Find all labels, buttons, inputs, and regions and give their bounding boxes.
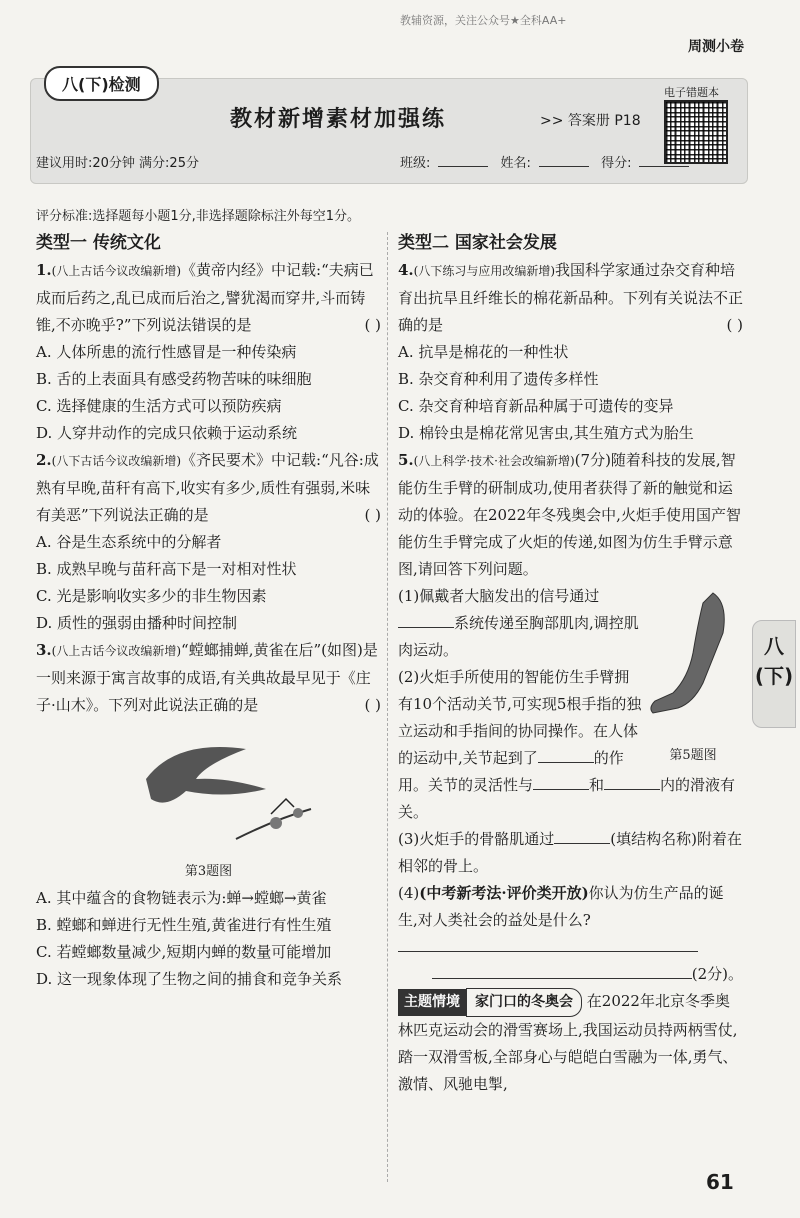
- option-a[interactable]: A. 其中蕴含的食物链表示为:蝉→螳螂→黄雀: [36, 889, 327, 907]
- grade-side-tab[interactable]: 八(下): [752, 620, 796, 728]
- question-2: [36, 447, 381, 529]
- option-c[interactable]: C. 杂交育种培育新品种属于可遗传的变异: [398, 397, 674, 415]
- option-c[interactable]: C. 光是影响收实多少的非生物因素: [36, 587, 267, 605]
- answer-bracket[interactable]: ( ): [726, 316, 743, 334]
- answer-lines: [398, 934, 743, 961]
- question-number: 4.: [398, 261, 414, 279]
- class-field[interactable]: [438, 166, 488, 167]
- section-title-2: 类型二 国家社会发展: [398, 233, 557, 253]
- option-c[interactable]: C. 选择健康的生活方式可以预防疾病: [36, 397, 282, 415]
- answer-bracket[interactable]: ( ): [364, 696, 381, 714]
- exam-method-tag: (中考新考法·评价类开放): [419, 884, 589, 902]
- student-info-row: [400, 152, 697, 171]
- qr-label: 电子错题本: [664, 86, 719, 99]
- option-d[interactable]: D. 质性的强弱由播种时间控制: [36, 614, 238, 632]
- subquestion-text: 系统传递至胸部肌肉,调控肌肉运动。: [398, 614, 639, 659]
- answer-blank[interactable]: [604, 789, 660, 790]
- question-text: 《黄帝内经》中记载:“夫病已成而后药之,乱已成而后治之,譬犹渴而穿井,斗而铸锥,不亦晚乎?”下列说法错误的是: [36, 261, 374, 334]
- grade-tag: 八(下)检测: [44, 66, 159, 101]
- column-divider: [387, 232, 388, 1182]
- answer-blank[interactable]: [533, 789, 589, 790]
- subquestion-text: (3)火炬手的骨骼肌通过: [398, 830, 555, 848]
- option-b[interactable]: B. 螳螂和蝉进行无性生殖,黄雀进行有性生殖: [36, 916, 332, 934]
- answer-blank[interactable]: [554, 843, 610, 844]
- page-title: 教材新增素材加强练: [230, 107, 447, 132]
- question-number: 1.: [36, 261, 52, 279]
- question-text: 随着科技的发展,智能仿生手臂的研制成功,使用者获得了新的触觉和运动的体验。在2022年冬残奥会中,火炬手使用国产智能仿生手臂完成了火炬的传递,如图为仿生手臂示意图,请回答下列问题。: [398, 451, 741, 578]
- option-a[interactable]: A. 人体所患的流行性感冒是一种传染病: [36, 343, 297, 361]
- bird-mantis-illustration: [36, 719, 381, 849]
- option-b[interactable]: B. 杂交育种利用了遗传多样性: [398, 370, 599, 388]
- score-label: 得分:: [601, 156, 632, 171]
- option-a[interactable]: A. 抗旱是棉花的一种性状: [398, 343, 569, 361]
- question-source: (八下古话今议改编新增): [51, 454, 182, 468]
- week-tag: 周测小卷: [688, 39, 744, 55]
- bird-icon: [146, 747, 266, 803]
- question-number: 5.: [398, 451, 414, 469]
- question-source: (八上科学·技术·社会改编新增): [413, 454, 575, 468]
- page-number: 61: [706, 1170, 734, 1194]
- subquestion-4: [398, 880, 743, 934]
- theme-text: 在2022年北京冬季奥林匹克运动会的滑雪赛场上,我国运动员持两柄雪仗,踏一双滑雪板,全部身心与皑皑白雪融为一体,勇气、激情、风驰电掣,: [398, 992, 738, 1093]
- answer-lines: [398, 961, 743, 988]
- option-b[interactable]: B. 成熟早晚与苗秆高下是一对相对性状: [36, 560, 297, 578]
- leaf-icon: [270, 817, 282, 829]
- answer-blank[interactable]: [432, 978, 692, 979]
- figure-caption-5: 第5题图: [669, 748, 717, 763]
- subquestion-text: 的作用。关节的灵活性与: [398, 749, 624, 794]
- question-text: 《齐民要术》中记载:“凡谷:成熟有早晚,苗秆有高下,收实有多少,质性有强弱,米味有美恶”下列说法正确的是: [36, 451, 379, 524]
- subquestion-text: (2)火炬手所使用的智能仿生手臂拥有10个活动关节,可实现5根手指的独立运动和手指间的协同操作。在人体的运动中,关节起到了: [398, 668, 642, 767]
- leaf-icon: [293, 808, 303, 818]
- right-column: [398, 230, 743, 1098]
- question-text: 我国科学家通过杂交育种培育出抗旱且纤维长的棉花新品种。下列有关说法不正确的是: [398, 261, 744, 334]
- subquestion-text: 内的滑液有关。: [398, 776, 736, 821]
- question-1: [36, 257, 381, 339]
- top-note: 教辅资源，关注公众号★全科AA+: [400, 14, 567, 27]
- answer-bracket[interactable]: ( ): [364, 506, 381, 524]
- question-number: 3.: [36, 641, 52, 659]
- question-points: (2分)。: [691, 965, 743, 983]
- subquestion-number: (4): [398, 884, 420, 902]
- name-label: 姓名:: [500, 156, 531, 171]
- section-title-1: 类型一 传统文化: [36, 233, 161, 253]
- mantis-icon: [271, 799, 294, 814]
- option-d[interactable]: D. 棉铃虫是棉花常见害虫,其生殖方式为胎生: [398, 424, 694, 442]
- question-4: [398, 257, 743, 339]
- score-field[interactable]: [639, 166, 689, 167]
- theme-tag: 主题情境: [398, 989, 466, 1016]
- question-source: (八上古话今议改编新增): [51, 644, 182, 658]
- class-label: 班级:: [400, 156, 431, 171]
- answer-blank[interactable]: [398, 951, 698, 952]
- answer-bracket[interactable]: ( ): [364, 316, 381, 334]
- question-points: (7分): [574, 451, 611, 469]
- figure-caption-3: 第3题图: [184, 864, 233, 879]
- option-d[interactable]: D. 这一现象体现了生物之间的捕食和竞争关系: [36, 970, 343, 988]
- question-source: (八上古话今议改编新增): [51, 264, 182, 278]
- answer-reference: >> 答案册 P18: [540, 113, 641, 129]
- option-b[interactable]: B. 舌的上表面具有感受药物苦味的味细胞: [36, 370, 312, 388]
- answer-blank[interactable]: [538, 762, 594, 763]
- time-info: 建议用时:20分钟 满分:25分: [36, 156, 199, 171]
- option-a[interactable]: A. 谷是生态系统中的分解者: [36, 533, 222, 551]
- theme-paragraph: [398, 988, 743, 1098]
- subquestion-text: 你认为仿生产品的诞生,对人类社会的益处是什么?: [398, 884, 724, 929]
- bionic-arm-illustration: [643, 583, 743, 733]
- question-number: 2.: [36, 451, 52, 469]
- question-5: [398, 447, 743, 583]
- name-field[interactable]: [539, 166, 589, 167]
- bionic-arm-icon: [651, 593, 724, 713]
- question-3: [36, 637, 381, 719]
- left-column: [36, 230, 381, 993]
- option-c[interactable]: C. 若螳螂数量减少,短期内蝉的数量可能增加: [36, 943, 332, 961]
- score-rule: 评分标准:选择题每小题1分,非选择题除标注外每空1分。: [36, 209, 361, 224]
- figure-5: [643, 583, 743, 769]
- option-d[interactable]: D. 人穿井动作的完成只依赖于运动系统: [36, 424, 298, 442]
- subquestion-text: (填结构名称)附着在相邻的骨上。: [398, 830, 742, 875]
- subquestion-3: [398, 826, 743, 880]
- question-text: “螳螂捕蝉,黄雀在后”(如图)是一则来源于寓言故事的成语,有关典故最早见于《庄子·山木》。下列对此说法正确的是: [36, 641, 378, 714]
- theme-name: 家门口的冬奥会: [466, 988, 582, 1017]
- answer-blank[interactable]: [398, 627, 454, 628]
- question-source: (八下练习与应用改编新增): [413, 264, 556, 278]
- subquestion-text: (1)佩戴者大脑发出的信号通过: [398, 587, 600, 605]
- subquestion-text: 和: [589, 776, 605, 794]
